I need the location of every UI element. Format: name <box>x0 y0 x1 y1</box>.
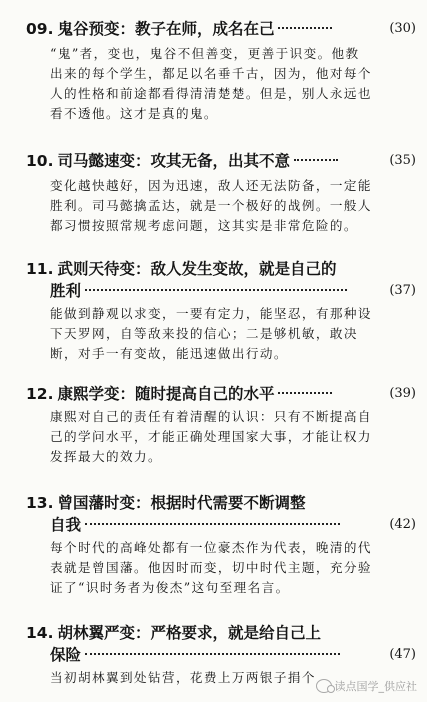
entry-number: 13. <box>26 494 54 512</box>
entry-summary: 当初胡林翼到处钻营，花费上万两银子捐个 <box>50 670 316 685</box>
entry-summary: 康熙对自己的责任有着清醒的认识：只有不断提高自 己的学问水平，才能正确处理国家大事，才能让权力 发挥最大的效力。 <box>50 409 372 464</box>
toc-entry <box>0 383 427 467</box>
leader-dots <box>85 653 340 655</box>
entry-heading <box>26 492 416 514</box>
toc-entry <box>0 18 427 124</box>
entry-title: 曾国藩时变：根据时代需要不断调整 <box>57 494 306 512</box>
entry-title: 司马懿速变：攻其无备，出其不意 <box>57 152 290 170</box>
entry-number: 12. <box>26 385 54 403</box>
entry-title-continued: 胜利 <box>50 282 82 300</box>
leader-dots <box>278 27 332 29</box>
entry-page: (47) <box>389 647 416 662</box>
entry-heading <box>26 150 416 172</box>
toc-entry <box>0 150 427 236</box>
entry-title-continued: 自我 <box>50 516 82 534</box>
entry-summary: “鬼”者，变也，鬼谷不但善变，更善于识变。他教 出来的每个学生，都足以名垂千古，因为，他对每个 人的性格和前途都看得清清楚楚。但是，别人永远也 看不透他。这才是真的鬼。 <box>50 46 372 121</box>
leader-dots <box>294 159 338 161</box>
entry-heading-continued <box>50 280 416 302</box>
entry-heading-continued <box>50 644 416 666</box>
entry-heading <box>26 18 416 40</box>
entry-summary: 能做到静观以求变，一要有定力，能坚忍，有那种设 下天罗网，自等敌来投的信心；二是够机敏，敢决 断，对手一有变故，能迅速做出行动。 <box>50 306 372 361</box>
entry-title: 胡林翼严变：严格要求，就是给自己上 <box>57 624 321 642</box>
leader-dots <box>85 289 347 291</box>
watermark <box>316 678 418 694</box>
leader-dots <box>278 392 332 394</box>
toc-entry <box>0 258 427 364</box>
entry-page: (42) <box>389 517 416 532</box>
entry-heading <box>26 383 416 405</box>
entry-heading-continued <box>50 514 416 536</box>
entry-page: (35) <box>389 153 416 168</box>
watermark-text: 读点国学_供应社 <box>334 680 417 693</box>
entry-summary: 每个时代的高峰处都有一位豪杰作为代表，晚清的代 表就是曾国藩。他因时而变，切中时代主题，充分验 证了“识时务者为俊杰”这句至理名言。 <box>50 540 372 595</box>
entry-title-continued: 保险 <box>50 646 82 664</box>
entry-title: 鬼谷预变：教子在师，成名在己 <box>57 20 275 38</box>
entry-title: 康熙学变：随时提高自己的水平 <box>57 385 275 403</box>
entry-title: 武则天待变：敌人发生变故，就是自己的 <box>57 260 337 278</box>
entry-page: (39) <box>389 386 416 401</box>
toc-entry <box>0 492 427 598</box>
wechat-icon <box>316 679 332 693</box>
entry-summary: 变化越快越好，因为迅速，敌人还无法防备，一定能 胜利。司马懿擒孟达，就是一个极好的战例。一般人 都习惯按照常规考虑问题，这其实是非常危险的。 <box>50 178 372 233</box>
entry-number: 10. <box>26 152 54 170</box>
entry-page: (30) <box>389 21 416 36</box>
entry-heading <box>26 258 416 280</box>
entry-number: 11. <box>26 260 54 278</box>
entry-number: 14. <box>26 624 54 642</box>
entry-heading <box>26 622 416 644</box>
entry-number: 09. <box>26 20 54 38</box>
leader-dots <box>85 523 340 525</box>
entry-page: (37) <box>389 283 416 298</box>
